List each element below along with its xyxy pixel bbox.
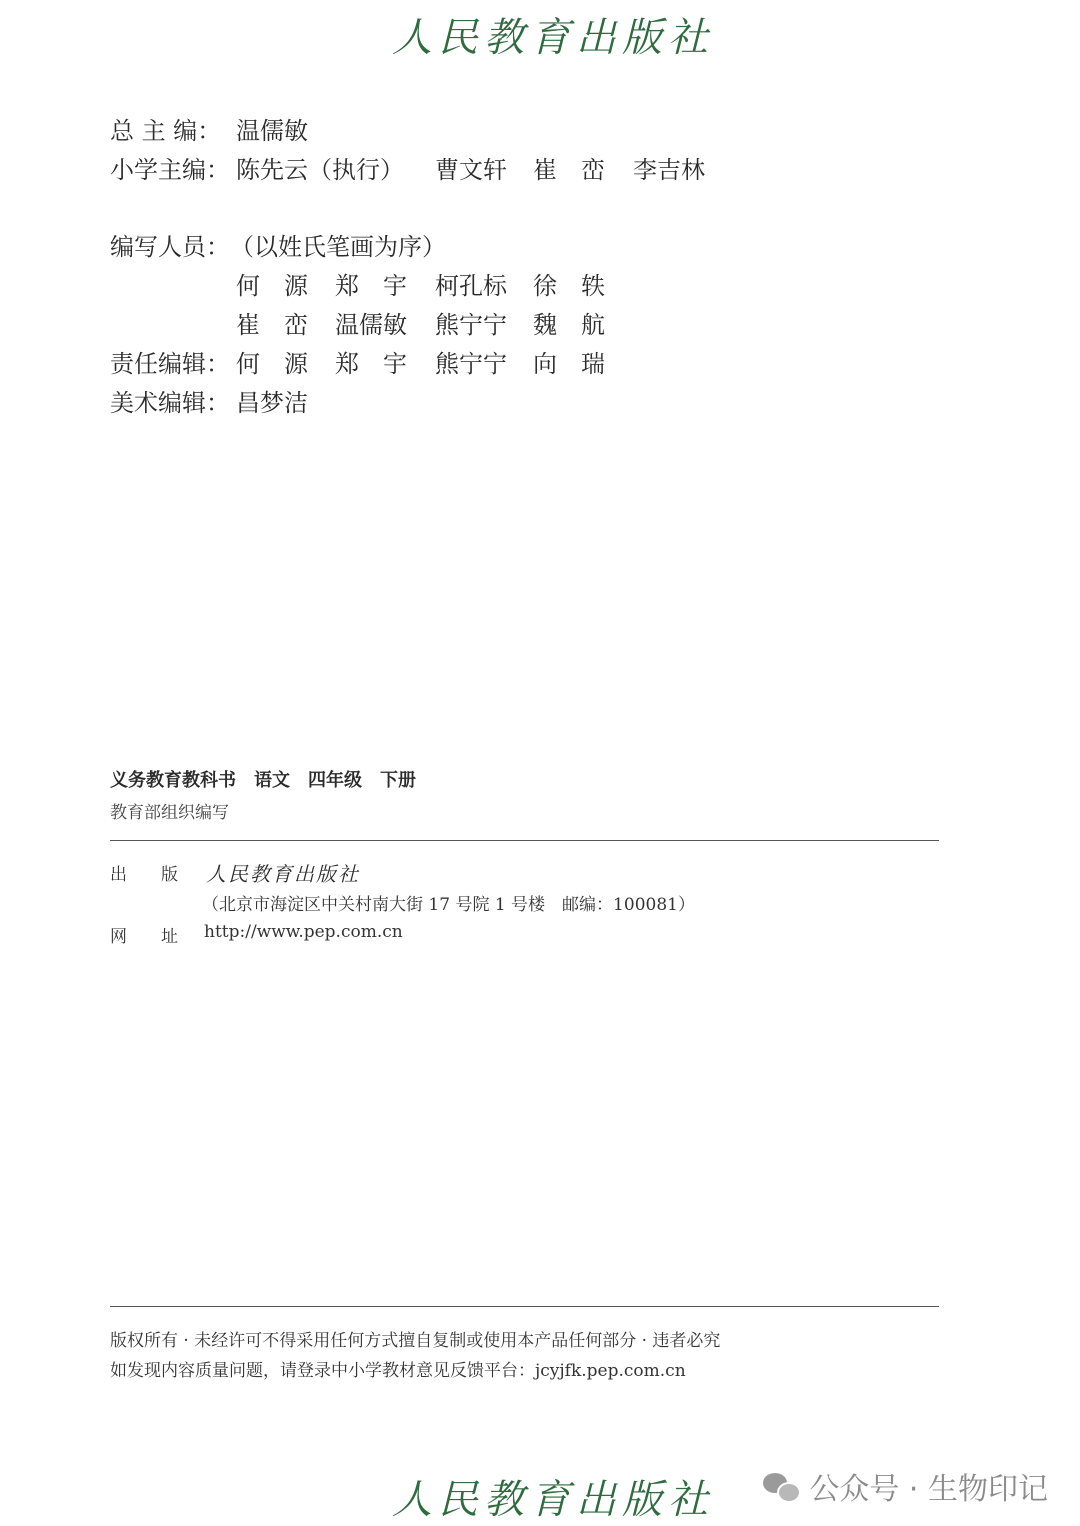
responsible-editors-row bbox=[0, 349, 1080, 379]
primary-editor-name: 曹文轩 bbox=[435, 156, 507, 184]
watermark-text: 公众号 · 生物印记 bbox=[809, 1472, 1048, 1507]
writer-name: 崔 峦 bbox=[236, 311, 308, 339]
website-link[interactable]: http://www.pep.com.cn bbox=[204, 922, 403, 942]
feedback-notice: 如发现内容质量问题，请登录中小学教材意见反馈平台：jcyjfk.pep.com.cn bbox=[110, 1361, 686, 1381]
chief-editor-label: 总 主 编： bbox=[110, 117, 222, 145]
primary-editor-label: 小学主编： bbox=[110, 156, 230, 184]
divider bbox=[110, 1306, 939, 1307]
writer-name: 何 源 bbox=[236, 272, 308, 300]
writer-name: 熊宁宁 bbox=[435, 311, 507, 339]
wechat-icon bbox=[763, 1471, 799, 1501]
writer-name: 柯孔标 bbox=[435, 272, 507, 300]
website-label: 网 址 bbox=[110, 927, 178, 947]
writer-name: 徐 轶 bbox=[533, 272, 605, 300]
watermark bbox=[763, 1464, 1048, 1508]
chief-editor-row bbox=[0, 116, 1080, 146]
writers-row bbox=[0, 232, 1080, 262]
primary-editor-exec: 陈先云（执行） bbox=[236, 156, 404, 184]
writers-label: 编写人员： bbox=[110, 233, 230, 261]
writer-name: 魏 航 bbox=[533, 311, 605, 339]
primary-editor-name: 李吉林 bbox=[633, 156, 705, 184]
chief-editor-name: 温儒敏 bbox=[236, 117, 308, 145]
writer-name: 温儒敏 bbox=[335, 311, 407, 339]
art-editor-label: 美术编辑： bbox=[110, 389, 230, 417]
art-editor-row bbox=[0, 388, 1080, 418]
responsible-editors-label: 责任编辑： bbox=[110, 350, 230, 378]
writers-names-row-1 bbox=[0, 271, 1080, 301]
publisher-logo-top: 人民教育出版社 bbox=[392, 15, 714, 61]
primary-editor-name: 崔 峦 bbox=[533, 156, 605, 184]
responsible-editor-name: 郑 宇 bbox=[335, 350, 407, 378]
responsible-editor-name: 向 瑞 bbox=[533, 350, 605, 378]
primary-editor-row bbox=[0, 155, 1080, 185]
responsible-editor-name: 熊宁宁 bbox=[435, 350, 507, 378]
writers-note: （以姓氏笔画为序） bbox=[230, 233, 446, 261]
publisher-label: 出 版 bbox=[110, 865, 178, 885]
publisher-logo-small: 人民教育出版社 bbox=[206, 862, 360, 886]
art-editor-name: 昌梦洁 bbox=[236, 389, 308, 417]
copyright-notice: 版权所有 · 未经许可不得采用任何方式擅自复制或使用本产品任何部分 · 违者必究 bbox=[110, 1331, 721, 1351]
writers-names-row-2 bbox=[0, 310, 1080, 340]
divider bbox=[110, 840, 939, 841]
book-compiled-by: 教育部组织编写 bbox=[110, 803, 229, 823]
publisher-address: （北京市海淀区中关村南大街 17 号院 1 号楼 邮编：100081） bbox=[202, 895, 695, 915]
responsible-editor-name: 何 源 bbox=[236, 350, 308, 378]
book-title: 义务教育教科书 语文 四年级 下册 bbox=[110, 770, 416, 791]
writer-name: 郑 宇 bbox=[335, 272, 407, 300]
publisher-logo-bottom: 人民教育出版社 bbox=[392, 1477, 714, 1523]
